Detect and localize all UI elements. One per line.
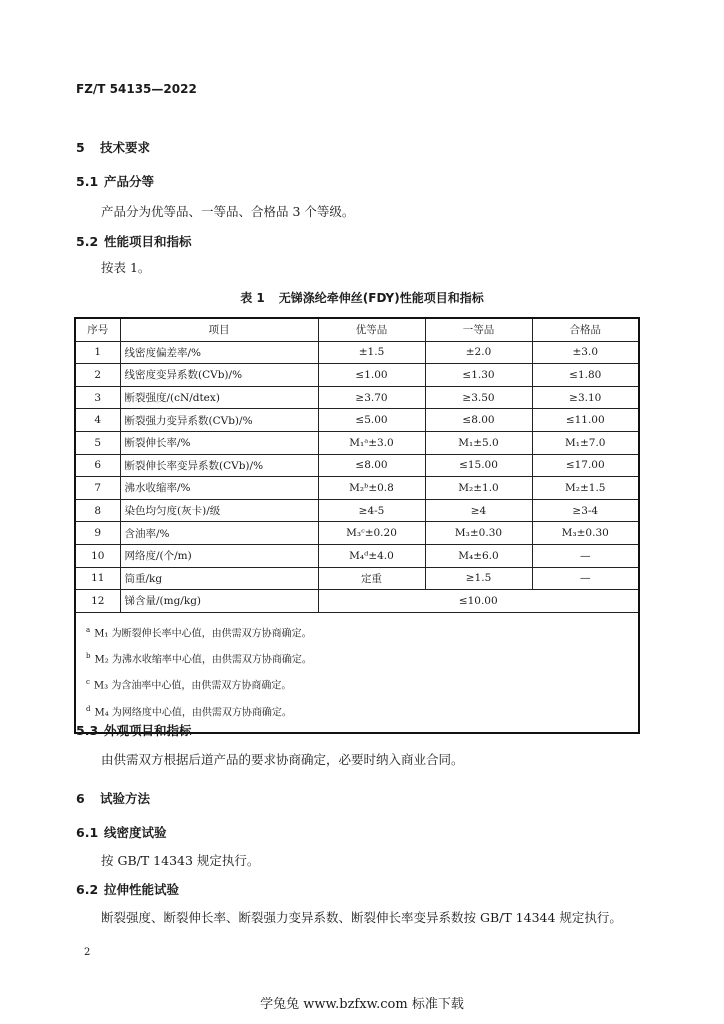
- row-superior: M₄ᵈ±4.0: [318, 544, 425, 567]
- table-row: [75, 341, 639, 364]
- row-no: 3: [75, 386, 120, 409]
- section-number: 5.1: [76, 174, 99, 189]
- row-item: 线密度变异系数(CVb)/%: [120, 364, 318, 387]
- table-caption-label: 表 1: [240, 291, 265, 305]
- table-header-row: [75, 318, 639, 341]
- footnote-mark: b: [86, 652, 91, 661]
- row-qualified: ≤1.80: [532, 364, 639, 387]
- row-superior: M₁ᵃ±3.0: [318, 431, 425, 454]
- row-no: 7: [75, 477, 120, 500]
- row-no: 2: [75, 364, 120, 387]
- section-5-3-heading: [76, 721, 192, 739]
- row-item: 断裂强度/(cN/dtex): [120, 386, 318, 409]
- row-item: 含油率/%: [120, 522, 318, 545]
- footnote-text: M₂ 为沸水收缩率中心值，由供需双方协商确定。: [94, 654, 312, 666]
- row-superior: ≥4-5: [318, 499, 425, 522]
- row-item: 线密度偏差率/%: [120, 341, 318, 364]
- section-5-1-text: 产品分为优等品、一等品、合格品 3 个等级。: [101, 204, 355, 219]
- row-no: 10: [75, 544, 120, 567]
- row-no: 11: [75, 567, 120, 590]
- row-first: M₄±6.0: [425, 544, 532, 567]
- table-row: [75, 567, 639, 590]
- table-row: [75, 544, 639, 567]
- section-5-2-heading: [76, 232, 192, 250]
- row-item: 锑含量/(mg/kg): [120, 590, 318, 613]
- row-no: 9: [75, 522, 120, 545]
- section-title: 产品分等: [104, 174, 155, 189]
- row-no: 1: [75, 341, 120, 364]
- section-5-heading: [76, 138, 150, 156]
- row-item: 网络度/(个/m): [120, 544, 318, 567]
- row-item: 筒重/kg: [120, 567, 318, 590]
- section-5-3-text: 由供需双方根据后道产品的要求协商确定，必要时纳入商业合同。: [101, 752, 464, 767]
- section-6-heading: [76, 789, 150, 807]
- row-superior: ±1.5: [318, 341, 425, 364]
- table-row: [75, 499, 639, 522]
- row-no: 5: [75, 431, 120, 454]
- section-title: 试验方法: [100, 791, 151, 806]
- section-6-2-heading: [76, 880, 179, 898]
- table-row-antimony: [75, 590, 639, 613]
- row-item: 沸水收缩率/%: [120, 477, 318, 500]
- header-qualified: 合格品: [532, 318, 639, 341]
- performance-table: [74, 317, 640, 734]
- footnote-mark: d: [86, 704, 91, 713]
- table-row: [75, 364, 639, 387]
- row-superior: M₂ᵇ±0.8: [318, 477, 425, 500]
- table-caption-title: 无锑涤纶牵伸丝(FDY)性能项目和指标: [278, 291, 484, 305]
- row-item: 断裂伸长率变异系数(CVb)/%: [120, 454, 318, 477]
- footnote: [86, 619, 630, 645]
- row-item: 断裂伸长率/%: [120, 431, 318, 454]
- row-qualified: —: [532, 544, 639, 567]
- row-qualified: M₂±1.5: [532, 477, 639, 500]
- section-5-2-text: 按表 1。: [101, 260, 151, 275]
- row-first: ≥4: [425, 499, 532, 522]
- row-item: 断裂强力变异系数(CVb)/%: [120, 409, 318, 432]
- row-superior: ≤8.00: [318, 454, 425, 477]
- header-item: 项目: [120, 318, 318, 341]
- row-qualified: ≥3.10: [532, 386, 639, 409]
- table-row: [75, 477, 639, 500]
- section-title: 拉伸性能试验: [104, 882, 180, 897]
- row-qualified: ≤11.00: [532, 409, 639, 432]
- section-number: 5.3: [76, 723, 99, 738]
- row-first: ≥3.50: [425, 386, 532, 409]
- section-number: 6.2: [76, 882, 99, 897]
- footer-watermark: 学兔兔 www.bzfxw.com 标准下载: [260, 997, 464, 1012]
- row-no: 12: [75, 590, 120, 613]
- table-row: [75, 386, 639, 409]
- section-5-1-heading: [76, 172, 154, 190]
- row-first: ≤8.00: [425, 409, 532, 432]
- header-first: 一等品: [425, 318, 532, 341]
- section-number: 5.2: [76, 234, 99, 249]
- table-row: [75, 409, 639, 432]
- row-item: 染色均匀度(灰卡)/级: [120, 499, 318, 522]
- table-notes-row: [75, 612, 639, 733]
- page-number: 2: [84, 947, 91, 958]
- section-number: 6: [76, 791, 85, 806]
- section-6-1-text: 按 GB/T 14343 规定执行。: [101, 853, 260, 868]
- section-title: 性能项目和指标: [104, 234, 192, 249]
- footnote-mark: a: [86, 625, 91, 634]
- section-title: 技术要求: [100, 140, 151, 155]
- standard-code: FZ/T 54135—2022: [76, 82, 197, 96]
- row-first: ≥1.5: [425, 567, 532, 590]
- row-qualified: M₁±7.0: [532, 431, 639, 454]
- header-superior: 优等品: [318, 318, 425, 341]
- row-qualified: ≤17.00: [532, 454, 639, 477]
- section-6-2-text: 断裂强度、断裂伸长率、断裂强力变异系数、断裂伸长率变异系数按 GB/T 14344 规定执行。: [101, 910, 622, 925]
- table-caption: [0, 289, 724, 306]
- footnote-text: M₄ 为网络度中心值，由供需双方协商确定。: [94, 707, 292, 719]
- row-superior: 定重: [318, 567, 425, 590]
- row-qualified: ±3.0: [532, 341, 639, 364]
- row-no: 8: [75, 499, 120, 522]
- section-number: 6.1: [76, 825, 99, 840]
- footnote: [86, 671, 630, 697]
- footnote-mark: c: [86, 678, 90, 687]
- row-qualified: M₃±0.30: [532, 522, 639, 545]
- section-title: 线密度试验: [104, 825, 167, 840]
- row-superior: ≤5.00: [318, 409, 425, 432]
- footnote-text: M₃ 为含油率中心值，由供需双方协商确定。: [93, 680, 292, 692]
- row-first: ≤15.00: [425, 454, 532, 477]
- row-qualified: —: [532, 567, 639, 590]
- row-no: 4: [75, 409, 120, 432]
- table-row: [75, 454, 639, 477]
- row-qualified: ≥3-4: [532, 499, 639, 522]
- section-title: 外观项目和指标: [104, 723, 192, 738]
- row-first: ±2.0: [425, 341, 532, 364]
- row-superior: M₃ᶜ±0.20: [318, 522, 425, 545]
- row-first: ≤1.30: [425, 364, 532, 387]
- row-first: M₃±0.30: [425, 522, 532, 545]
- table-notes: [75, 612, 639, 733]
- footnote-text: M₁ 为断裂伸长率中心值，由供需双方协商确定。: [94, 628, 312, 640]
- section-6-1-heading: [76, 823, 167, 841]
- table-row: [75, 522, 639, 545]
- row-superior: ≥3.70: [318, 386, 425, 409]
- section-number: 5: [76, 140, 85, 155]
- row-first: M₁±5.0: [425, 431, 532, 454]
- header-no: 序号: [75, 318, 120, 341]
- row-no: 6: [75, 454, 120, 477]
- row-superior: ≤1.00: [318, 364, 425, 387]
- row-value-merged: ≤10.00: [318, 590, 639, 613]
- row-first: M₂±1.0: [425, 477, 532, 500]
- table-row: [75, 431, 639, 454]
- footnote: [86, 645, 630, 671]
